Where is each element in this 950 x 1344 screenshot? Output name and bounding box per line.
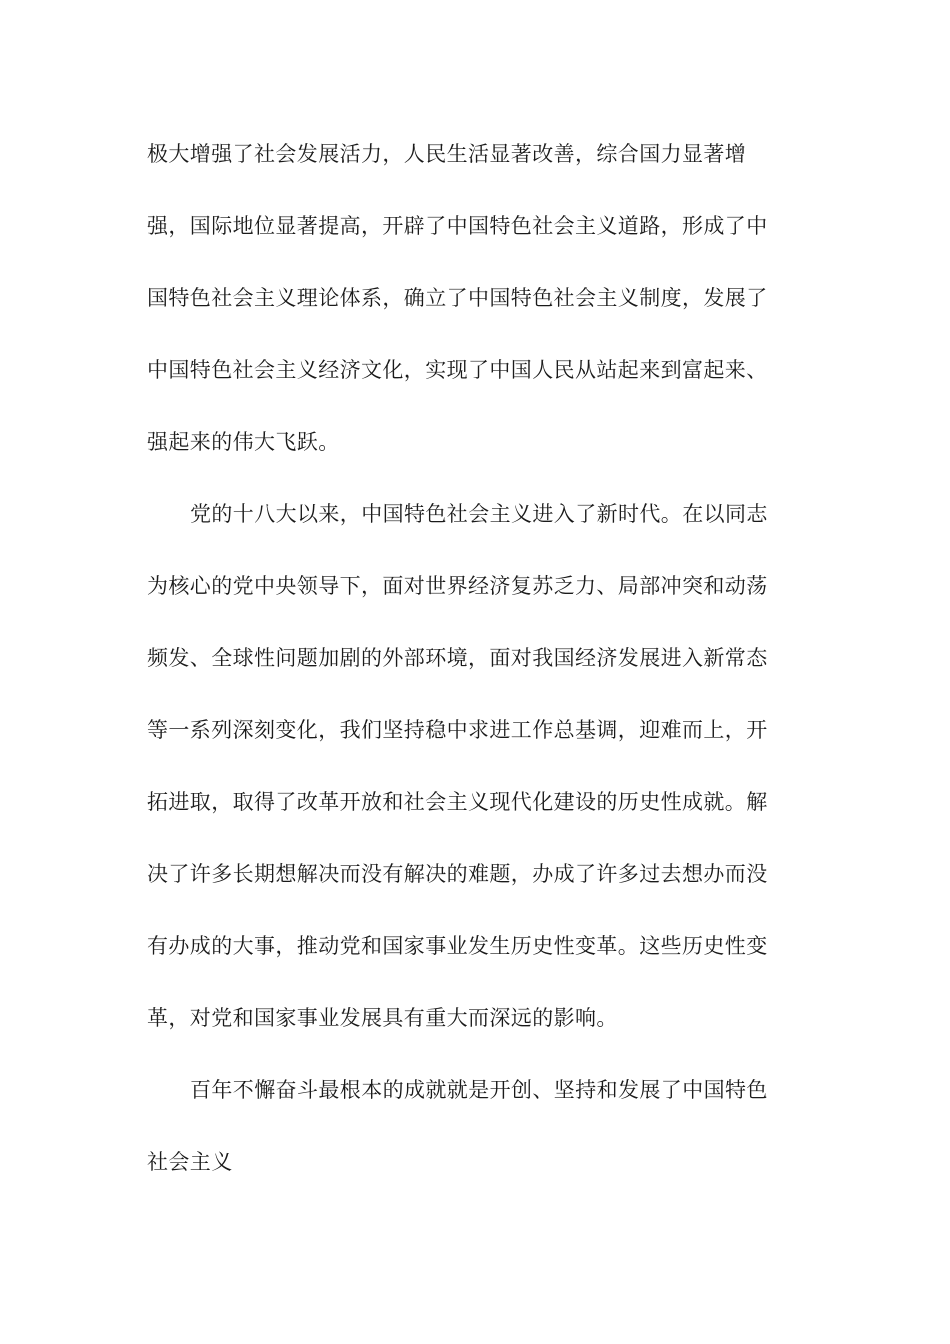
text-line: 频发、全球性问题加剧的外部环境，面对我国经济发展进入新常态 (147, 646, 768, 670)
body-text (147, 128, 807, 1208)
text-line: 有办成的大事，推动党和国家事业发生历史性变革。这些历史性变 (147, 934, 768, 958)
paragraph-start-line: 百年不懈奋斗最根本的成就就是开创、坚持和发展了中国特色 (190, 1078, 768, 1102)
paragraph-start-line: 党的十八大以来，中国特色社会主义进入了新时代。在以同志 (190, 502, 768, 526)
text-line: 革，对党和国家事业发展具有重大而深远的影响。 (147, 1006, 618, 1030)
text-line: 等一系列深刻变化，我们坚持稳中求进工作总基调，迎难而上，开 (147, 718, 768, 742)
text-line: 社会主义 (147, 1150, 233, 1174)
text-line: 拓进取，取得了改革开放和社会主义现代化建设的历史性成就。解 (147, 790, 768, 814)
text-line: 强，国际地位显著提高，开辟了中国特色社会主义道路，形成了中 (147, 214, 768, 238)
text-line: 国特色社会主义理论体系，确立了中国特色社会主义制度，发展了 (147, 286, 768, 310)
text-line: 决了许多长期想解决而没有解决的难题，办成了许多过去想办而没 (147, 862, 768, 886)
text-line: 为核心的党中央领导下，面对世界经济复苏乏力、局部冲突和动荡 (147, 574, 768, 598)
text-line: 极大增强了社会发展活力，人民生活显著改善，综合国力显著增 (147, 142, 747, 166)
text-line: 中国特色社会主义经济文化，实现了中国人民从站起来到富起来、 (147, 358, 768, 382)
text-line: 强起来的伟大飞跃。 (147, 430, 340, 454)
